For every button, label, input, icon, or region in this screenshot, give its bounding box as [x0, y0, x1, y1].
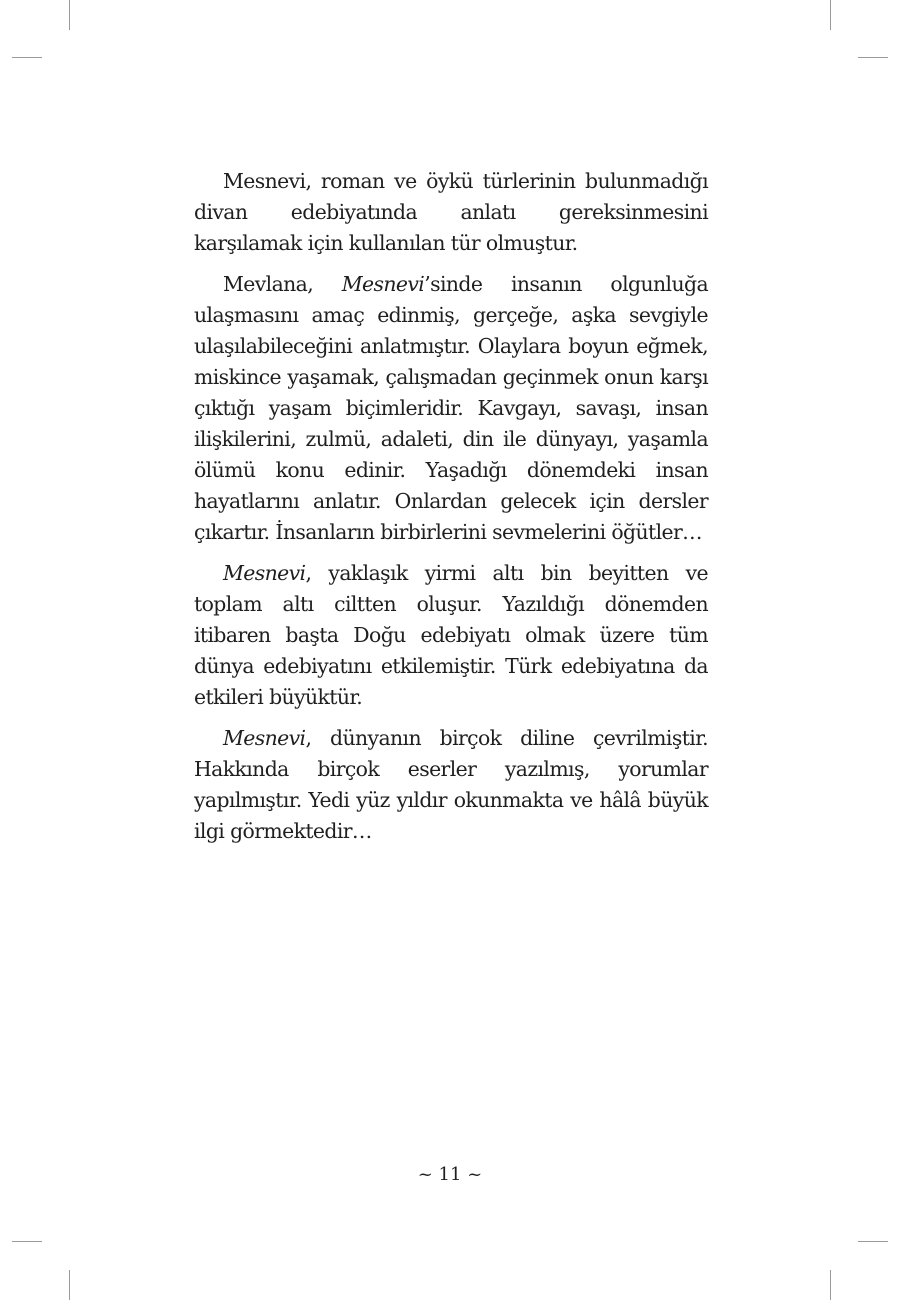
crop-mark-bottom-left-horizontal [12, 1241, 42, 1242]
text-segment: , yaklaşık yirmi altı bin beyitten ve toplam altı ciltten oluşur. Yazıldığı dönemden itibaren başta Doğu edebiyatı olmak üzere tüm dünya edebiyatını etkilemiştir. Türk edebiyatına da etkileri büyüktür. [194, 561, 708, 709]
crop-mark-bottom-right-horizontal [858, 1241, 888, 1242]
crop-mark-top-right-horizontal [858, 57, 888, 58]
body-text [194, 166, 708, 857]
book-title-italic: Mesnevi [223, 561, 306, 585]
paragraph [194, 723, 708, 847]
paragraph [194, 269, 708, 548]
crop-mark-top-left-vertical [69, 0, 70, 30]
text-segment: Mesnevi, roman ve öykü türlerinin bulunmadığı divan edebiyatında anlatı gereksinmesini karşılamak için kullanılan tür olmuştur. [194, 169, 708, 255]
text-segment: ’sinde insanın olgunluğa ulaşmasını amaç edinmiş, gerçeğe, aşka sevgiyle ulaşılabileceğini anlatmıştır. Olaylara boyun eğmek, miskince yaşamak, çalışmadan geçinmek onun karşı çıktığı yaşam biçimleridir. Kavgayı, savaşı, insan ilişkilerini, zulmü, adaleti, din ile dünyayı, yaşamla ölümü konu edinir. Yaşadığı dönemdeki insan hayatlarını anlatır. Onlardan gelecek için dersler çıkartır. İnsanların birbirlerini sevmelerini öğütler… [194, 272, 709, 544]
book-title-italic: Mesnevi [341, 272, 425, 296]
crop-mark-bottom-right-vertical [830, 1270, 831, 1300]
paragraph [194, 558, 708, 713]
text-segment: Mevlana, [223, 272, 342, 296]
crop-mark-bottom-left-vertical [69, 1270, 70, 1300]
page-number: ~ 11 ~ [417, 1164, 483, 1185]
crop-mark-top-right-vertical [830, 0, 831, 30]
text-segment: , dünyanın birçok diline çevrilmiştir. Hakkında birçok eserler yazılmış, yorumlar yapılmıştır. Yedi yüz yıldır okunmakta ve hâlâ büyük ilgi görmektedir… [194, 726, 708, 843]
crop-mark-top-left-horizontal [12, 57, 42, 58]
book-title-italic: Mesnevi [223, 726, 306, 750]
paragraph [194, 166, 708, 259]
